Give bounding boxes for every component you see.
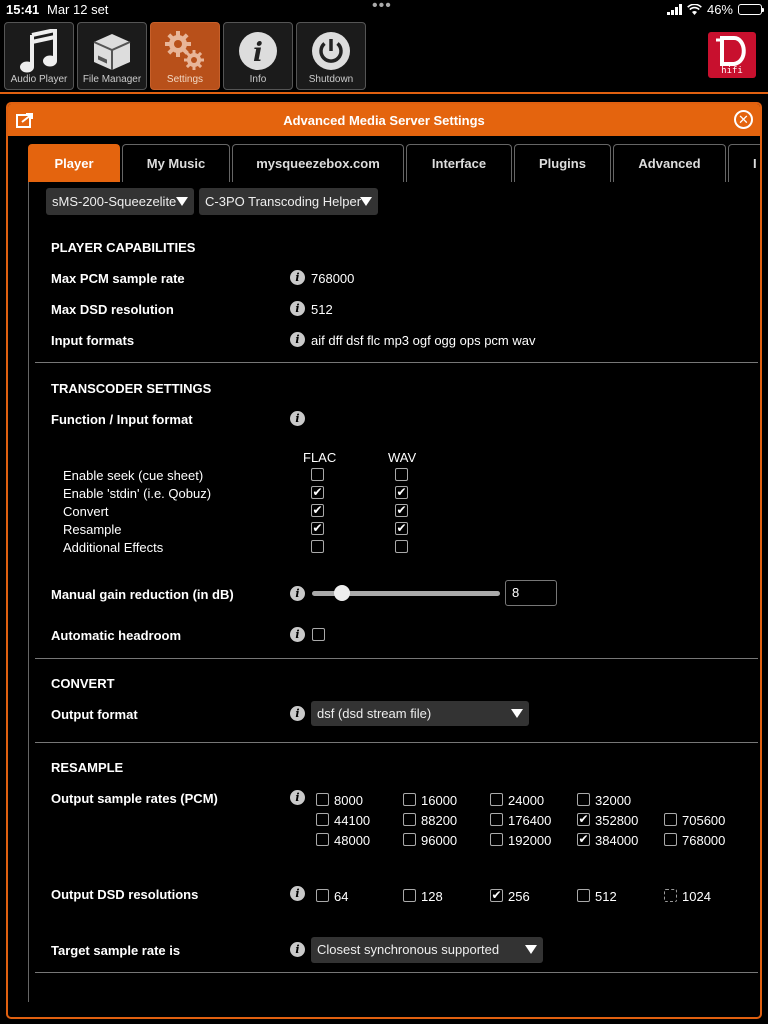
pcm-rate-label: 192000 (508, 833, 552, 848)
gain-slider-thumb[interactable] (334, 585, 350, 601)
info-icon[interactable]: i (290, 886, 305, 901)
pcm-rate-checkbox[interactable] (664, 833, 677, 846)
section-divider (35, 742, 758, 743)
info-icon[interactable]: i (290, 627, 305, 642)
automatic-headroom-checkbox[interactable] (312, 628, 325, 641)
enable-seek-wav-checkbox[interactable] (395, 468, 408, 481)
target-sample-rate-select[interactable] (311, 937, 543, 963)
target-sample-rate-value: Closest synchronous supported (317, 942, 500, 957)
column-flac: FLAC (303, 450, 337, 465)
app-tab-audio-player[interactable] (4, 22, 74, 90)
output-format-value: dsf (dsd stream file) (317, 706, 432, 721)
info-icon[interactable]: i (290, 790, 305, 805)
convert-wav-checkbox[interactable]: ✔ (396, 503, 407, 517)
app-tab-info[interactable] (223, 22, 293, 90)
additional-effects-wav-checkbox[interactable] (395, 540, 408, 553)
tab-player[interactable]: Player (28, 144, 120, 182)
output-format-select[interactable] (311, 701, 529, 726)
automatic-headroom-label: Automatic headroom (51, 628, 182, 643)
dsd-rate-checkbox[interactable] (316, 889, 329, 902)
output-dsd-label: Output DSD resolutions (51, 887, 199, 902)
max-dsd-label: Max DSD resolution (51, 302, 174, 317)
chevron-down-icon (511, 709, 523, 718)
chevron-down-icon (360, 197, 372, 206)
pcm-rate-label: 96000 (421, 833, 458, 848)
section-divider (35, 658, 758, 659)
enable-stdin-wav-checkbox[interactable]: ✔ (396, 485, 407, 499)
pcm-rate-checkbox[interactable] (490, 813, 503, 826)
info-icon[interactable]: i (290, 270, 305, 285)
row-convert-label: Convert (63, 504, 109, 519)
info-icon[interactable]: i (290, 706, 305, 721)
multitask-dots[interactable]: ••• (372, 0, 392, 14)
battery-icon (738, 4, 762, 15)
row-additional-effects-label: Additional Effects (63, 540, 164, 555)
pcm-rate-checkbox[interactable] (577, 793, 590, 806)
tab-advanced[interactable]: Advanced (613, 144, 726, 182)
pcm-rate-label: 24000 (508, 793, 545, 808)
pcm-rate-label: 48000 (334, 833, 371, 848)
app-tab-label: Info (249, 74, 267, 85)
info-icon[interactable]: i (290, 586, 305, 601)
tab-plugins[interactable]: Plugins (514, 144, 611, 182)
tab-interface[interactable]: Interface (406, 144, 512, 182)
pcm-rate-checkbox[interactable] (316, 833, 329, 846)
enable-stdin-flac-checkbox[interactable]: ✔ (312, 485, 323, 499)
app-tab-label: File Manager (82, 74, 142, 85)
plugin-select[interactable] (199, 188, 378, 215)
info-icon (224, 29, 292, 73)
pcm-rate-label: 8000 (334, 793, 363, 808)
pcm-rate-checkbox[interactable] (316, 793, 329, 806)
app-tab-label: Settings (166, 74, 204, 85)
svg-text:i: i (253, 38, 263, 68)
status-time: 15:41 (6, 2, 40, 17)
additional-effects-flac-checkbox[interactable] (311, 540, 324, 553)
pcm-rate-checkbox[interactable] (403, 813, 416, 826)
app-tab-shutdown[interactable] (296, 22, 366, 90)
row-resample-label: Resample (63, 522, 122, 537)
output-format-label: Output format (51, 707, 138, 722)
convert-flac-checkbox[interactable]: ✔ (312, 503, 323, 517)
column-wav: WAV (388, 450, 417, 465)
pcm-rate-label: 16000 (421, 793, 458, 808)
dialog-header (8, 104, 760, 136)
max-dsd-value: 512 (311, 302, 333, 317)
pcm-rate-label: 32000 (595, 793, 632, 808)
input-formats-value: aif dff dsf flc mp3 ogf ogg ops pcm wav (311, 333, 536, 348)
settings-tabs (28, 144, 760, 182)
player-select-value: sMS-200-Squeezelite (52, 194, 177, 209)
pcm-rate-label: 768000 (682, 833, 726, 848)
row-enable-stdin-label: Enable 'stdin' (i.e. Qobuz) (63, 486, 212, 501)
info-icon[interactable]: i (290, 411, 305, 426)
section-transcoder-settings: TRANSCODER SETTINGS (51, 381, 212, 396)
app-tab-settings[interactable] (150, 22, 220, 90)
dsd-rate-label: 512 (595, 889, 617, 904)
pcm-rate-checkbox[interactable]: ✔ (578, 812, 589, 826)
toolbar-separator (0, 92, 768, 94)
app-tab-label: Shutdown (308, 74, 354, 85)
tab-my-music[interactable]: My Music (122, 144, 230, 182)
dsd-rate-checkbox[interactable] (577, 889, 590, 902)
dsd-rate-label: 256 (508, 889, 530, 904)
settings-dialog (6, 102, 762, 1019)
pcm-rate-label: 44100 (334, 813, 371, 828)
dsd-rate-checkbox[interactable]: ✔ (491, 888, 502, 902)
cellular-signal-icon (667, 4, 682, 15)
pcm-rate-checkbox[interactable] (403, 793, 416, 806)
dsd-rate-checkbox[interactable] (403, 889, 416, 902)
input-formats-label: Input formats (51, 333, 135, 348)
app-toolbar (4, 22, 366, 90)
max-pcm-value: 768000 (311, 271, 355, 286)
pcm-rate-checkbox[interactable] (403, 833, 416, 846)
tab-mysqueezebox[interactable]: mysqueezebox.com (232, 144, 404, 182)
close-icon[interactable]: ✕ (734, 110, 753, 129)
plugin-select-value: C-3PO Transcoding Helper (205, 194, 362, 209)
power-icon (297, 29, 365, 73)
chevron-down-icon (525, 945, 537, 954)
logo-text: hifi (721, 66, 743, 76)
status-date: Mar 12 set (47, 2, 109, 17)
dsd-rate-label: 1024 (682, 889, 711, 904)
section-divider (35, 362, 758, 363)
music-note-icon (5, 29, 73, 73)
wifi-icon (687, 4, 702, 15)
player-select[interactable] (46, 188, 194, 215)
dhifi-logo (708, 32, 756, 78)
row-enable-seek-label: Enable seek (cue sheet) (63, 468, 204, 483)
section-convert: CONVERT (51, 676, 115, 691)
dialog-title: Advanced Media Server Settings (283, 113, 485, 128)
output-sample-rates-label: Output sample rates (PCM) (51, 791, 218, 806)
pcm-rate-checkbox[interactable] (316, 813, 329, 826)
pcm-rate-label: 176400 (508, 813, 552, 828)
pcm-rate-checkbox[interactable] (664, 813, 677, 826)
enable-seek-flac-checkbox[interactable] (311, 468, 324, 481)
dsd-rate-label: 128 (421, 889, 443, 904)
battery-percent: 46% (706, 2, 733, 17)
dsd-rate-checkbox-disabled (664, 889, 677, 902)
pcm-rate-checkbox[interactable]: ✔ (578, 832, 589, 846)
pcm-rate-label: 384000 (595, 833, 639, 848)
pcm-rate-checkbox[interactable] (490, 833, 503, 846)
box-icon (78, 29, 146, 73)
gain-reduction-label: Manual gain reduction (in dB) (51, 587, 234, 602)
pcm-rate-label: 88200 (421, 813, 458, 828)
app-tab-label: Audio Player (10, 74, 68, 85)
gears-icon (151, 29, 219, 73)
max-pcm-label: Max PCM sample rate (51, 271, 185, 286)
info-icon[interactable]: i (290, 301, 305, 316)
info-icon[interactable]: i (290, 332, 305, 347)
pcm-rate-label: 705600 (682, 813, 726, 828)
gain-value-input[interactable]: 8 (505, 580, 557, 606)
section-divider (35, 972, 758, 973)
info-icon[interactable]: i (290, 942, 305, 957)
section-player-capabilities: PLAYER CAPABILITIES (51, 240, 196, 255)
tab-more[interactable]: I (728, 144, 760, 182)
section-resample: RESAMPLE (51, 760, 124, 775)
app-tab-file-manager[interactable] (77, 22, 147, 90)
function-input-label: Function / Input format (51, 412, 193, 427)
resample-flac-checkbox[interactable]: ✔ (312, 521, 323, 535)
target-sample-rate-label: Target sample rate is (51, 943, 181, 958)
resample-wav-checkbox[interactable]: ✔ (396, 521, 407, 535)
chevron-down-icon (176, 197, 188, 206)
pcm-rate-label: 352800 (595, 813, 639, 828)
dsd-rate-label: 64 (334, 889, 349, 904)
status-bar (0, 0, 768, 20)
pcm-rate-checkbox[interactable] (490, 793, 503, 806)
